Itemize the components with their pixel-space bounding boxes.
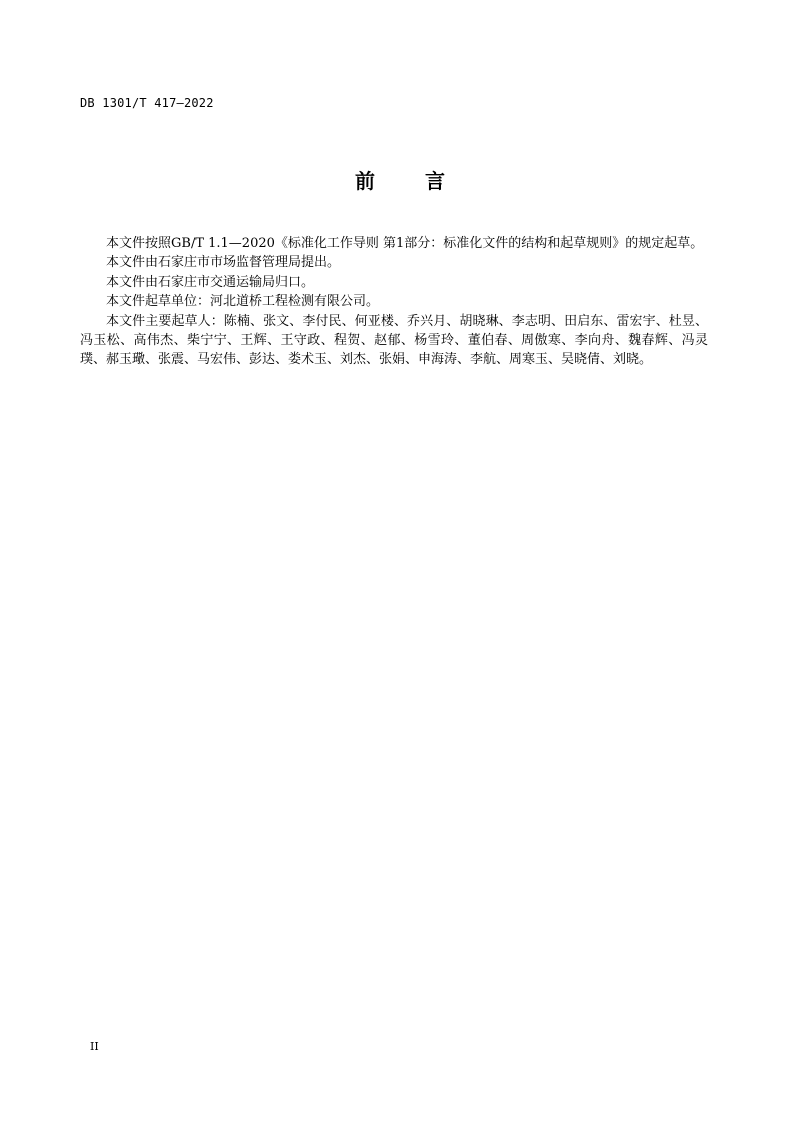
paragraph-drafting-rules: 本文件按照GB/T 1.1—2020《标准化工作导则 第1部分：标准化文件的结构和起草规则》的规定起草。	[106, 236, 704, 251]
paragraph-centralized-unit: 本文件由石家庄市交通运输局归口。	[106, 274, 315, 290]
title-char-2: 言	[425, 169, 445, 193]
foreword-body	[80, 234, 708, 370]
paragraph-drafters: 本文件主要起草人：陈楠、张文、李付民、何亚楼、乔兴月、胡晓琳、李志明、田启东、雷宏宇、杜昱、冯玉松、高伟杰、柴宁宁、王辉、王守政、程贺、赵郁、杨雪玲、董伯春、周傲寒、李向舟、魏春辉、冯灵璞、郝玉璥、张震、马宏伟、彭达、娄术玉、刘杰、张娟、申海涛、李航、周寒玉、吴晓倩、刘晓。	[80, 313, 708, 368]
document-code: DB 1301/T 417—2022	[80, 96, 214, 110]
page-number: II	[90, 1040, 99, 1053]
title-char-1: 前	[355, 169, 375, 193]
paragraph-drafting-unit: 本文件起草单位：河北道桥工程检测有限公司。	[106, 294, 380, 310]
paragraph-proposer: 本文件由石家庄市市场监督管理局提出。	[106, 255, 341, 271]
page-title	[0, 168, 800, 194]
